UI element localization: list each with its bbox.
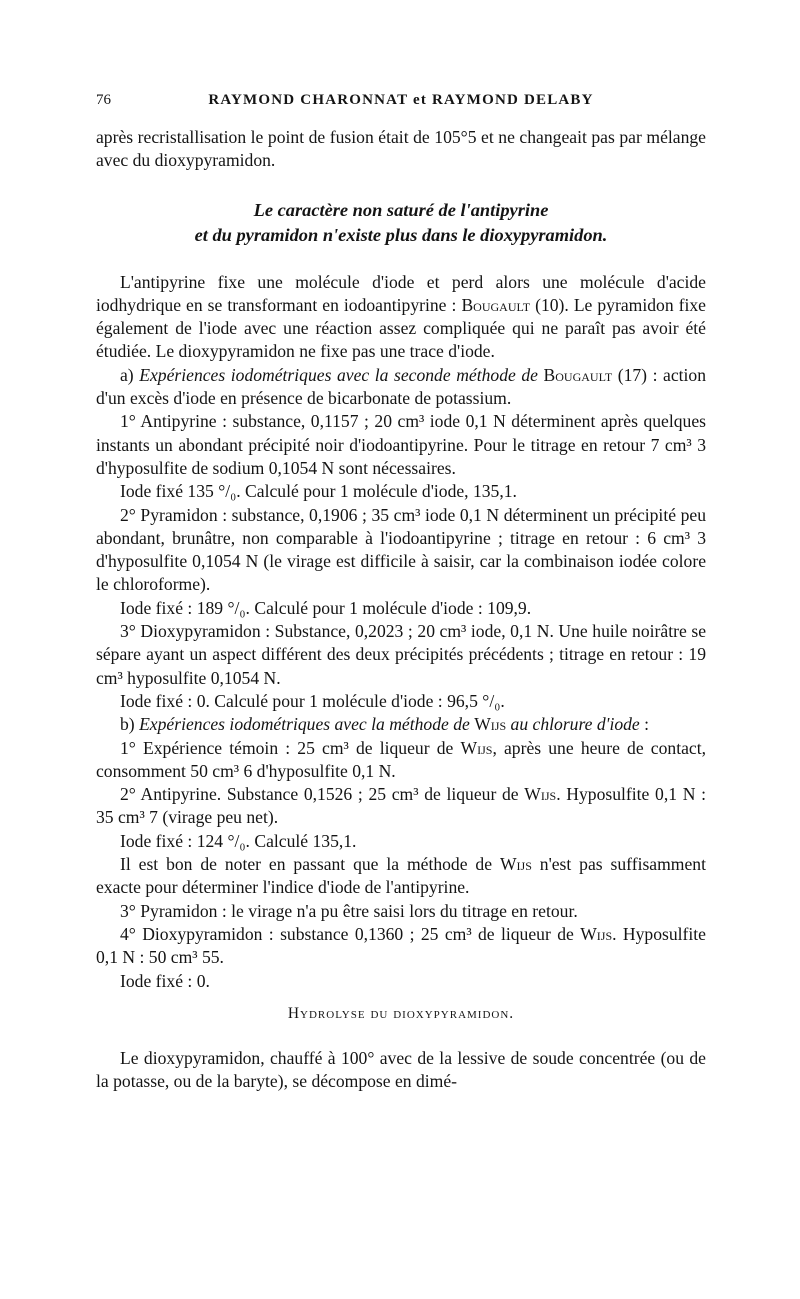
author-name: Wijs — [499, 854, 532, 875]
author-name: Wijs — [460, 737, 493, 758]
author-name: Bougault — [461, 294, 531, 315]
running-head: RAYMOND CHARONNAT et RAYMOND DELABY — [208, 92, 594, 108]
list-label: b) — [120, 714, 140, 735]
paragraph-iode-fixe-1: Iode fixé 135 °/₀. Calculé pour 1 molécule d'iode, 135,1. — [120, 481, 517, 502]
text-run: , après une heure de contact, consomment 50 cm³ 6 d'hyposulfite 0,1 N. — [96, 737, 706, 781]
text-run: . Hyposulfite 0,1 N : 50 cm³ 55. — [96, 923, 706, 968]
paragraph-antipyrine-result: 1° Antipyrine : substance, 0,1157 ; 20 cm³ iode 0,1 N déterminent après quelques instants un abondant précipité noir d'iodoantipyrine. Pour le titrage en retour 7 cm³ 3 d'hyposulfite de sodium 0,1054 N sont nécessaires. — [96, 411, 706, 478]
text-run: 2° Antipyrine. Substance 0,1526 ; 25 cm³ de liqueur de — [120, 784, 525, 805]
text-run: n'est pas suffisamment exacte pour déterminer l'indice d'iode de l'antipyrine. — [96, 854, 706, 898]
text-run: : — [639, 714, 650, 735]
paragraph-pyramidon-result: 2° Pyramidon : substance, 0,1906 ; 35 cm³ iode 0,1 N déterminent un précipité peu abondant, brunâtre, non comparable à l'iodoantipyrine ; titrage en retour : 6 cm³ 3 d'hyposulfite 0,1054 N (le virage est difficile à saisir, car la combinaison iodée colore le chloroforme). — [96, 504, 706, 595]
author-name: Bougault — [543, 364, 613, 385]
section2-title: Hydrolyse du dioxypyramidon. — [287, 1004, 515, 1022]
section-title — [96, 198, 706, 248]
paragraph-experiment-a — [96, 364, 706, 411]
text-run: Il est bon de noter en passant que la méthode de — [120, 854, 500, 875]
italic-run: au chlorure d'iode — [506, 714, 640, 735]
paragraph-antipyrine-iodine — [96, 271, 706, 364]
page-body — [96, 126, 706, 1093]
paragraph-continuation: après recristallisation le point de fusion était de 105°5 et ne changeait pas par mélange avec du dioxypyramidon. — [96, 127, 706, 171]
paragraph-iode-fixe-4: Iode fixé : 124 °/₀. Calculé 135,1. — [120, 830, 357, 851]
author-name: Wijs — [474, 714, 507, 735]
paragraph-iode-fixe-3: Iode fixé : 0. Calculé pour 1 molécule d'iode : 96,5 °/₀. — [120, 690, 505, 711]
paragraph-temoin — [96, 737, 706, 784]
paragraph-pyramidon-wijs: 3° Pyramidon : le virage n'a pu être saisi lors du titrage en retour. — [120, 900, 578, 921]
author-name: Wijs — [580, 923, 613, 944]
paragraph-iode-fixe-2: Iode fixé : 189 °/₀. Calculé pour 1 molécule d'iode : 109,9. — [120, 597, 532, 618]
paragraph-antipyrine-wijs — [96, 783, 706, 830]
paragraph-experiment-b — [96, 713, 706, 736]
italic-run: Expériences iodométriques avec la méthode de — [139, 714, 475, 735]
text-run: (17) : action d'un excès d'iode en présence de bicarbonate de potassium. — [96, 364, 707, 409]
page-number: 76 — [96, 92, 111, 108]
text-run: L'antipyrine fixe une molécule d'iode et perd alors une molécule d'acide iodhydrique en se transformant en iodoantipyrine : — [96, 271, 706, 315]
text-run: 4° Dioxypyramidon : substance 0,1360 ; 25 cm³ de liqueur de — [120, 923, 581, 944]
section-title-line2: et du pyramidon n'existe plus dans le dioxypyramidon. — [194, 224, 608, 245]
page-header — [96, 92, 706, 114]
italic-run: Expériences iodométriques avec la seconde méthode de — [139, 364, 544, 385]
text-run: 1° Expérience témoin : 25 cm³ de liqueur de — [120, 737, 461, 758]
paragraph-iode-fixe-5: Iode fixé : 0. — [120, 970, 210, 991]
paragraph-dioxypyramidon-wijs — [96, 923, 706, 970]
list-label: a) — [120, 364, 140, 385]
section-title-line1: Le caractère non saturé de l'antipyrine — [253, 199, 549, 220]
text-run: (10). Le pyramidon fixe également de l'iode avec une réaction assez compliquée qui ne paraît pas avoir été étudiée. Le dioxypyramidon ne fixe pas une trace d'iode. — [96, 294, 706, 362]
text-run: . Hyposulfite 0,1 N : 35 cm³ 7 (virage peu net). — [96, 784, 706, 828]
paragraph-hydrolyse: Le dioxypyramidon, chauffé à 100° avec de la lessive de soude concentrée (ou de la potasse, ou de la baryte), se décompose en dimé- — [96, 1047, 706, 1092]
paragraph-dioxypyramidon-result: 3° Dioxypyramidon : Substance, 0,2023 ; 20 cm³ iode, 0,1 N. Une huile noirâtre se sépare ayant un aspect différent des deux précipités précédents ; titrage en retour : 19 cm³ hyposulfite 0,1054 N. — [96, 621, 706, 688]
author-name: Wijs — [524, 784, 557, 805]
paragraph-wijs-note — [96, 853, 706, 900]
